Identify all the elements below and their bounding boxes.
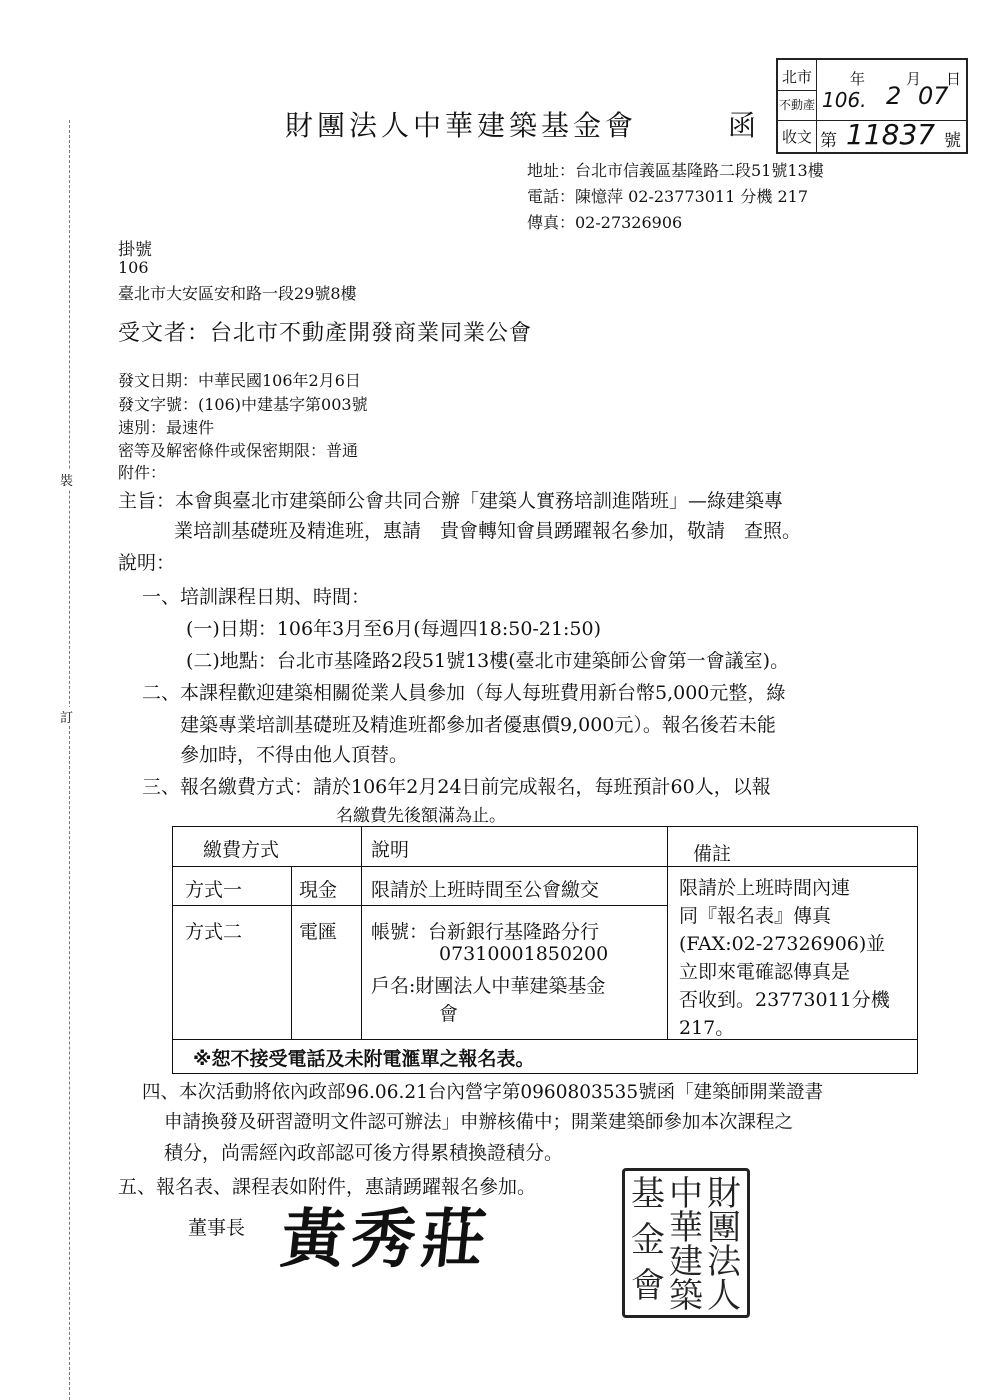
subject-line-2: 業培訓基礎班及精進班，惠請 貴會轉知會員踴躍報名參加，敬請 查照。 [174, 520, 802, 542]
stamp-label-org: 不動產 [779, 98, 816, 112]
binding-line [69, 120, 70, 1400]
item-1-venue: (二)地點：台北市基隆路2段51號13樓(臺北市建築師公會第一會議室)。 [186, 650, 790, 672]
fee-table [172, 826, 918, 1074]
row-1-method: 方式一 [185, 879, 243, 901]
item-2-line-1: 二、本課程歡迎建築相關從業人員參加（每人每班費用新台幣5,000元整，綠 [142, 682, 786, 704]
stamp-day: 07 [918, 82, 949, 110]
stamp-month-mark: 月 [906, 70, 922, 88]
item-4-line-3: 積分，尚需經內政部認可後方得累積換證積分。 [164, 1142, 564, 1164]
stamp-month: 2 [886, 82, 902, 110]
table-footer-note: ※恕不接受電話及未附電滙單之報名表。 [193, 1048, 535, 1070]
item-1-title: 一、培訓課程日期、時間： [142, 586, 371, 608]
stamp-no-prefix: 第 [820, 131, 837, 151]
note-line-4: 立即來電確認傳真是 [679, 961, 851, 983]
chairman-signature: 黃秀莊 [277, 1202, 496, 1277]
row-2-account-name: 戶名:財團法人中華建築基金 [371, 975, 606, 997]
stamp-label-recv: 收文 [782, 128, 813, 146]
row-1-type: 現金 [299, 879, 338, 901]
note-line-3: (FAX:02-27326906)並 [679, 933, 886, 955]
table-header-note: 備註 [693, 843, 732, 865]
reference-number: 發文字號：(106)中建基字第003號 [118, 395, 368, 414]
sender-phone: 電話：陳憶萍 02-23773011 分機 217 [527, 187, 809, 206]
sender-fax: 傳真：02-27326906 [527, 213, 683, 232]
table-header-method: 繳費方式 [203, 839, 280, 861]
recipient: 受文者：台北市不動產開發商業同業公會 [118, 321, 533, 346]
stamp-year-mark: 年 [850, 70, 866, 88]
org-title: 財團法人中華建築基金會 [285, 109, 638, 142]
postal-code: 106 [118, 258, 149, 277]
note-line-5: 否收到。23773011分機 [679, 989, 890, 1011]
sender-address: 地址：台北市信義區基隆路二段51號13樓 [527, 161, 824, 180]
item-2-line-2: 建築專業培訓基礎班及精進班都參加者優惠價9,000元）。報名後若未能 [180, 714, 776, 736]
chairman-title: 董事長 [188, 1217, 246, 1239]
item-4-line-2: 申請換發及研習證明文件認可辦法」申辦核備中；開業建築師參加本次課程之 [164, 1112, 794, 1133]
binding-mark-top: 裝 [60, 470, 73, 489]
secrecy-level: 密等及解密條件或保密期限：普通 [118, 441, 359, 460]
row-1-desc: 限請於上班時間至公會繳交 [371, 879, 600, 901]
row-2-type: 電匯 [299, 921, 338, 943]
item-3-line-1: 三、報名繳費方式：請於106年2月24日前完成報名，每班預計60人，以報 [142, 776, 771, 798]
binding-mark-middle: 訂 [60, 707, 73, 726]
subject-line-1: 主旨：本會與臺北市建築師公會共同合辦「建築人實務培訓進階班」—綠建築專 [118, 490, 784, 512]
note-line-2: 同『報名表』傳真 [679, 905, 832, 927]
explanation-label: 說明： [118, 552, 176, 574]
row-2-account-number: 07310001850200 [439, 943, 609, 965]
stamp-year: 106. [822, 88, 867, 112]
note-line-6: 217。 [679, 1017, 735, 1039]
receipt-stamp [776, 58, 968, 154]
row-2-account: 帳號：台新銀行基隆路分行 [371, 921, 600, 943]
doc-type: 函 [728, 109, 757, 142]
row-2-method: 方式二 [185, 921, 243, 943]
issue-date: 發文日期：中華民國106年2月6日 [118, 371, 361, 390]
item-5: 五、報名表、課程表如附件，惠請踴躍報名參加。 [118, 1176, 537, 1198]
item-3-line-2: 名繳費先後額滿為止。 [336, 806, 506, 826]
note-line-1: 限請於上班時間內連 [679, 877, 851, 899]
attachment-label: 附件： [118, 463, 167, 482]
recipient-address: 臺北市大安區安和路一段29號8樓 [118, 284, 357, 303]
item-1-date: (一)日期：106年3月至6月(每週四18:50-21:50) [186, 618, 602, 640]
stamp-day-mark: 日 [946, 70, 962, 88]
stamp-label-city: 北市 [782, 68, 813, 86]
item-2-line-3: 參加時，不得由他人頂替。 [180, 744, 409, 766]
organization-seal: 財 團 法 人 中 華 建 築 基 金 會 [622, 1168, 750, 1318]
stamp-no-suffix: 號 [944, 131, 961, 151]
table-header-desc: 說明 [371, 839, 410, 861]
row-2-account-name-end: 會 [439, 1003, 459, 1025]
stamp-number: 11837 [846, 118, 936, 151]
speed-class: 速別：最速件 [118, 418, 215, 437]
item-4-line-1: 四、本次活動將依內政部96.06.21台內營字第0960803535號函「建築師開業證書 [142, 1082, 824, 1103]
mailing-method: 掛號 [118, 240, 152, 260]
